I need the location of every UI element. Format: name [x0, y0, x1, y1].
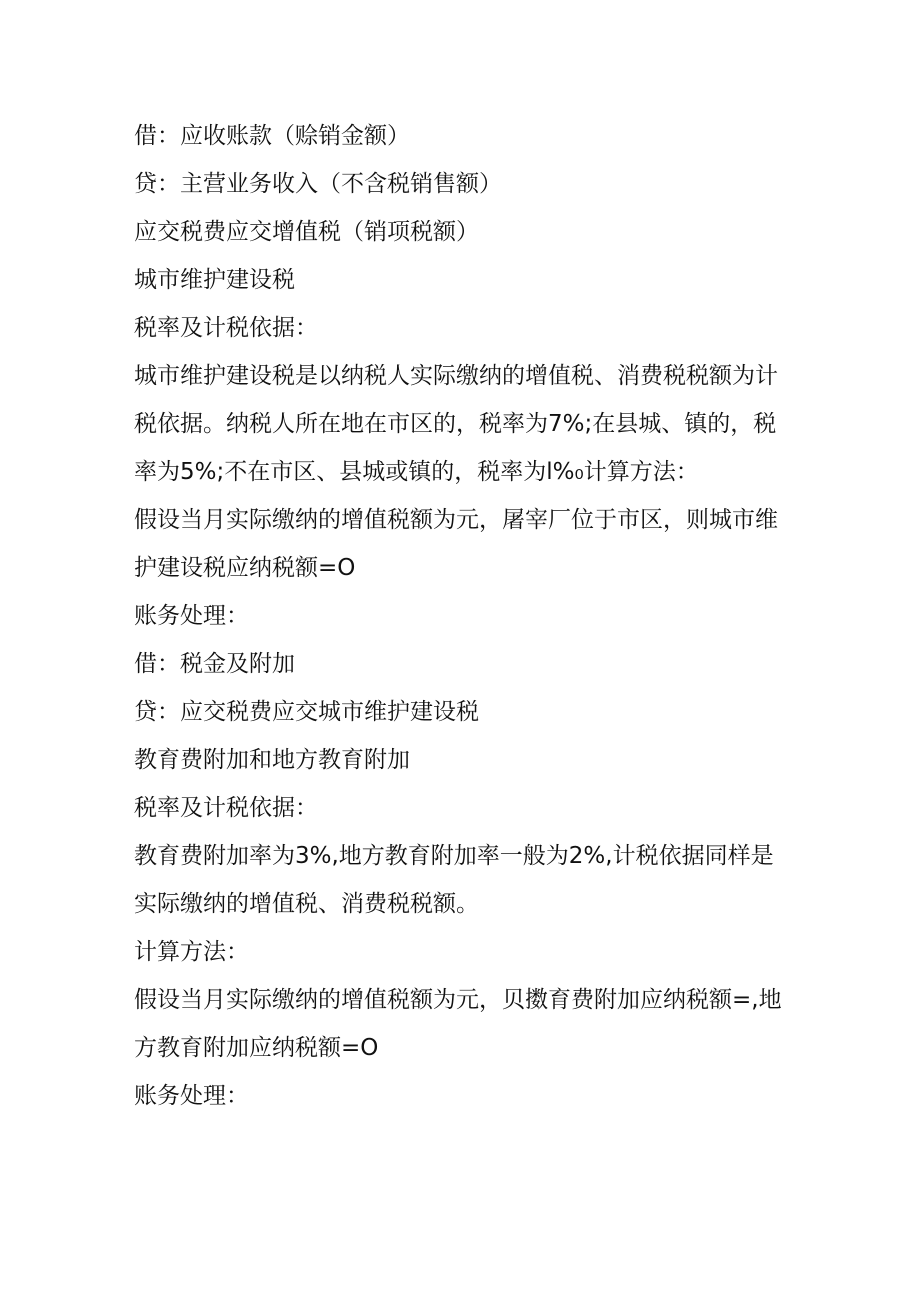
- text-line: 贷：主营业务收入（不含税销售额）: [134, 171, 502, 197]
- text-line: 借：应收账款（赊销金额）: [134, 123, 410, 149]
- paragraph: 城市维护建设税是以纳税人实际缴纳的增值税、消费税税额为计税依据。纳税人所在地在市区的，税率为7%;在县城、镇的，税率为5%;不在市区、县城或镇的，税率为l%₀计算方法：: [134, 363, 778, 485]
- text-line: 税率及计税依据：: [134, 315, 318, 341]
- text-line: 账务处理：: [134, 603, 249, 629]
- text-line: 税率及计税依据：: [134, 795, 318, 821]
- text-line: 贷：应交税费应交城市维护建设税: [134, 699, 479, 725]
- text-line: 账务处理：: [134, 1083, 249, 1109]
- section-heading: 教育费附加和地方教育附加: [134, 747, 410, 773]
- document-body: [134, 112, 794, 1120]
- text-line: 应交税费应交增值税（销项税额）: [134, 219, 479, 245]
- text-line: 计算方法：: [134, 939, 249, 965]
- paragraph: 教育费附加率为3%,地方教育附加率一般为2%,计税依据同样是实际缴纳的增值税、消费税税额。: [134, 843, 774, 917]
- text-line: 借：税金及附加: [134, 651, 295, 677]
- section-heading: 城市维护建设税: [134, 267, 295, 293]
- paragraph: 假设当月实际缴纳的增值税额为元，贝擞育费附加应纳税额=,地方教育附加应纳税额=O: [134, 987, 782, 1061]
- paragraph: 假设当月实际缴纳的增值税额为元，屠宰厂位于市区，则城市维护建设税应纳税额=O: [134, 507, 778, 581]
